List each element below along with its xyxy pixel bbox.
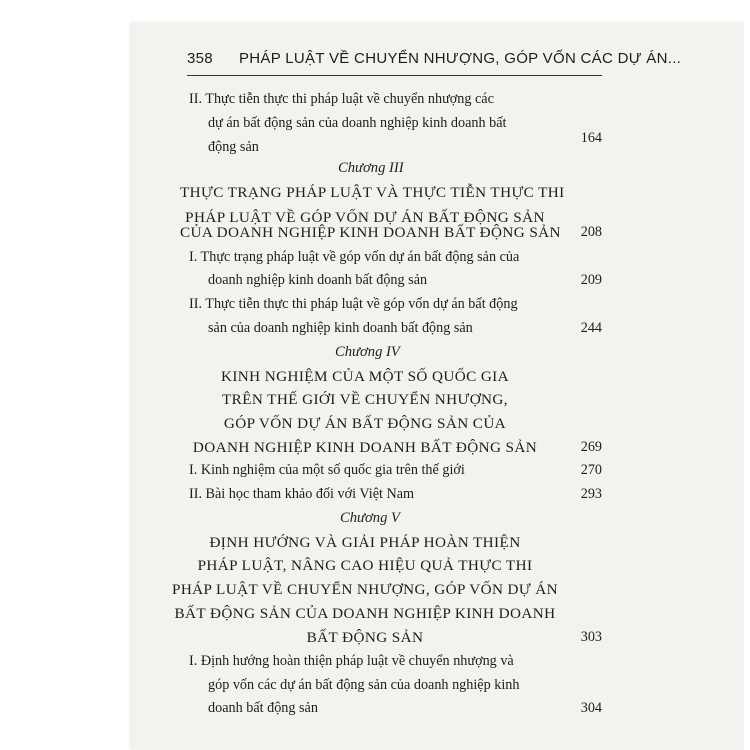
toc-page-number: 164 [580, 130, 602, 146]
toc-page-number: 270 [580, 462, 602, 478]
chapter-label: Chương III [338, 160, 404, 176]
toc-entry-line: I. Thực trạng pháp luật về góp vốn dự án bất động sản của [189, 249, 520, 265]
toc-page-number: 293 [580, 486, 602, 502]
toc-page-number: 244 [580, 320, 602, 336]
chapter-title: PHÁP LUẬT VỀ CHUYỂN NHƯỢNG, GÓP VỐN DỰ ÁN [171, 581, 559, 598]
toc-entry-line: dự án bất động sản của doanh nghiệp kinh doanh bất [208, 115, 507, 131]
running-header [187, 48, 682, 72]
toc-page-number: 208 [580, 224, 602, 240]
page-number: 358 [187, 50, 213, 67]
chapter-title: BẤT ĐỘNG SẢN CỦA DOANH NGHIỆP KINH DOANH [174, 605, 556, 622]
toc-entry-line: II. Bài học tham khảo đối với Việt Nam [189, 486, 415, 502]
toc-page-number: 209 [580, 272, 602, 288]
toc-entry-line: động sản [208, 139, 259, 155]
chapter-title: GÓP VỐN DỰ ÁN BẤT ĐỘNG SẢN CỦA [223, 415, 507, 432]
toc-entry-line: doanh bất động sản [208, 700, 318, 716]
toc-entry-line: góp vốn các dự án bất động sản của doanh nghiệp kinh [208, 677, 520, 693]
chapter-title: CỦA DOANH NGHIỆP KINH DOANH BẤT ĐỘNG SẢN [180, 224, 561, 241]
toc-entry-line: doanh nghiệp kinh doanh bất động sản [208, 272, 428, 288]
toc-entry-line: I. Kinh nghiệm của một số quốc gia trên thế giới [189, 462, 465, 478]
chapter-title: PHÁP LUẬT, NÂNG CAO HIỆU QUẢ THỰC THI [197, 557, 533, 574]
chapter-title: PHÁP LUẬT VỀ GÓP VỐN DỰ ÁN BẤT ĐỘNG SẢN [185, 209, 545, 226]
toc-entry-line: II. Thực tiễn thực thi pháp luật về góp vốn dự án bất động [189, 296, 518, 312]
toc-entry-line: II. Thực tiễn thực thi pháp luật về chuyển nhượng các [189, 91, 494, 107]
toc-page-number: 303 [580, 629, 602, 645]
toc-page-number: 304 [580, 700, 602, 716]
chapter-label: Chương V [340, 510, 400, 526]
toc-entry-line: I. Định hướng hoàn thiện pháp luật về chuyển nhượng và [189, 653, 514, 669]
toc-page-number: 269 [580, 439, 602, 455]
running-title: PHÁP LUẬT VỀ CHUYỂN NHƯỢNG, GÓP VỐN CÁC DỰ ÁN... [239, 50, 682, 67]
chapter-label: Chương IV [335, 344, 400, 360]
chapter-title: ĐỊNH HƯỚNG VÀ GIẢI PHÁP HOÀN THIỆN [209, 534, 521, 551]
chapter-title: KINH NGHIỆM CỦA MỘT SỐ QUỐC GIA [220, 368, 510, 385]
chapter-title: DOANH NGHIỆP KINH DOANH BẤT ĐỘNG SẢN [192, 439, 538, 456]
chapter-title: THỰC TRẠNG PHÁP LUẬT VÀ THỰC TIỄN THỰC THI [180, 184, 565, 201]
header-rule [187, 75, 602, 76]
chapter-title: TRÊN THẾ GIỚI VỀ CHUYỂN NHƯỢNG, [221, 391, 508, 408]
chapter-title: BẤT ĐỘNG SẢN [306, 629, 424, 646]
toc-entry-line: sản của doanh nghiệp kinh doanh bất động sản [208, 320, 473, 336]
